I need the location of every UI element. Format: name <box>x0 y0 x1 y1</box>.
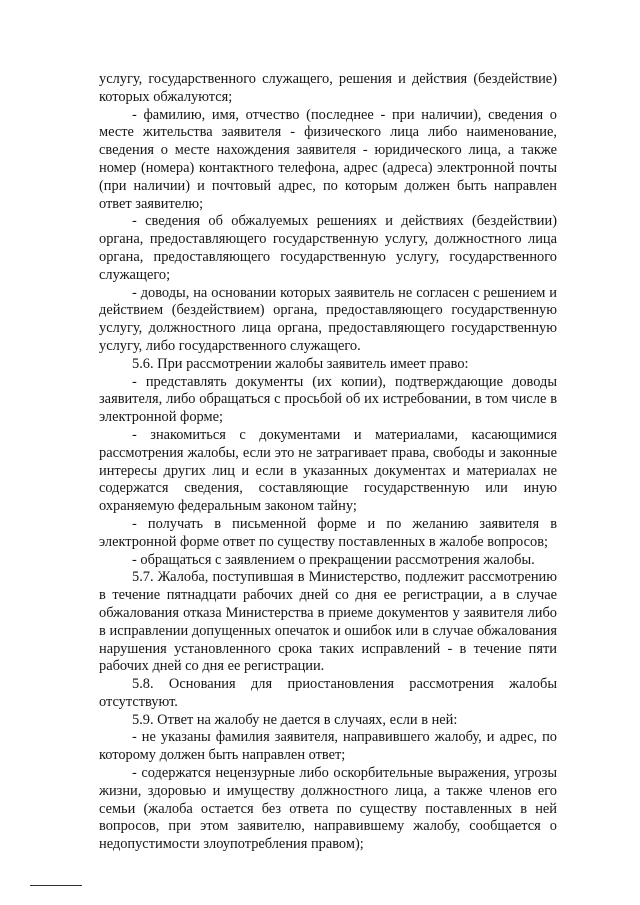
paragraph-submit-documents: - представлять документы (их копии), подтверждающие доводы заявителя, либо обращаться с просьбой об их истребовании, в том числе в электронной форме; <box>99 373 557 426</box>
paragraph-5-8-suspension: 5.8. Основания для приостановления рассмотрения жалобы отсутствуют. <box>99 676 557 710</box>
paragraph-obscene-language: - содержатся нецензурные либо оскорбительные выражения, угрозы жизни, здоровью и имуществу должностного лица, а также членов его семьи (жалоба остается без ответа по существу поставленных в ней вопросов, при этом заявителю, направившему жалобу, сообщается о недопустимости злоупотребления правом); <box>99 765 557 853</box>
paragraph-5-6-heading: 5.6. При рассмотрении жалобы заявитель имеет право: <box>132 355 469 372</box>
paragraph-arguments: - доводы, на основании которых заявитель не согласен с решением и действием (бездействием) органа, предоставляющего государственную услугу, должностного лица органа, предоставляющего государственную услугу, либо государственного служащего. <box>99 284 557 354</box>
paragraph-appealed-decisions: - сведения об обжалуемых решениях и действиях (бездействии) органа, предоставляющего государственную услугу, должностного лица органа, предоставляющего государственную услугу, государственного служащего; <box>99 213 557 283</box>
paragraph-request-termination: - обращаться с заявлением о прекращении рассмотрения жалобы. <box>132 551 535 568</box>
document-body <box>99 71 557 854</box>
paragraph-no-name-address: - не указаны фамилия заявителя, направившего жалобу, и адрес, по которому должен быть направлен ответ; <box>99 729 557 764</box>
paragraph-review-materials: - знакомиться с документами и материалами, касающимися рассмотрения жалобы, если это не затрагивает права, свободы и законные интересы других лиц и если в указанных документах и материалах не содержатся сведения, составляющие государственную или иную охраняемую федеральным законом тайну; <box>99 426 557 515</box>
paragraph-receive-answer: - получать в письменной форме и по желанию заявителя в электронной форме ответ по существу поставленных в жалобе вопросов; <box>99 515 557 550</box>
paragraph-continuation: услугу, государственного служащего, решения и действия (бездействие) которых обжалуются; <box>99 71 557 105</box>
paragraph-5-9-no-answer: 5.9. Ответ на жалобу не дается в случаях, если в ней: <box>132 711 458 728</box>
paragraph-5-7-review-period: 5.7. Жалоба, поступившая в Министерство, подлежит рассмотрению в течение пятнадцати рабочих дней со дня ее регистрации, а в случае обжалования отказа Министерства в приеме документов у заявителя либо в исправлении допущенных опечаток и ошибок или в случае обжалования нарушения установленного срока таких исправлений - в течение пяти рабочих дней со дня ее регистрации. <box>99 569 557 675</box>
footer-rule <box>30 885 82 886</box>
paragraph-applicant-details: - фамилию, имя, отчество (последнее - при наличии), сведения о месте жительства заявителя - физического лица либо наименование, сведения о месте нахождения заявителя - юридического лица, а также номер (номера) контактного телефона, адрес (адреса) электронной почты (при наличии) и почтовый адрес, по которым должен быть направлен ответ заявителю; <box>99 106 557 212</box>
